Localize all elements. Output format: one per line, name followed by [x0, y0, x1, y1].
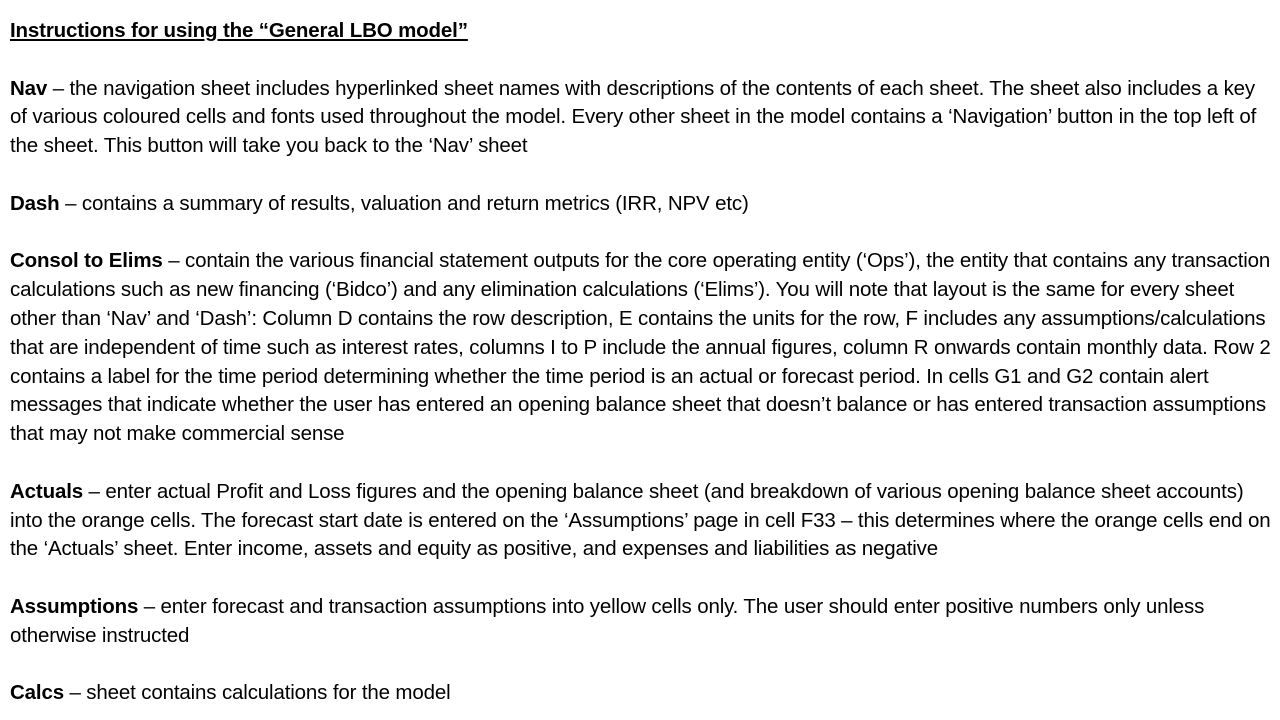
section-description: – contain the various financial statement outputs for the core operating entity (‘Ops’), the entity that contains any transaction calculations such as new financing (‘Bidco’) and any elimination calculations (‘Elims’). You will note that layout is the same for every sheet other than ‘Nav’ and ‘Dash’: Column D contains the row description, E contains the units for the row, F includes any assumptions/calculations that are independent of time such as interest rates, columns I to P include the annual figures, column R onwards contain monthly data. Row 2 contains a label for the time period determining whether the time period is an actual or forecast period. In cells G1 and G2 contain alert messages that indicate whether the user has entered an opening balance sheet that doesn’t balance or has entered transaction assumptions that may not make commercial sense	[10, 249, 1271, 446]
section-description: – enter forecast and transaction assumptions into yellow cells only. The user should enter positive numbers only unless otherwise instructed	[10, 594, 1205, 647]
section-term: Assumptions	[10, 594, 139, 618]
section-consol-to-elims	[10, 247, 1272, 449]
section-term: Actuals	[10, 479, 84, 503]
section-description: – sheet contains calculations for the model	[63, 681, 451, 705]
section-description: – enter actual Profit and Loss figures and the opening balance sheet (and breakdown of various opening balance sheet accounts) into the orange cells. The forecast start date is entered on the ‘Assumptions’ page in cell F33 – this determines where the orange cells end on the ‘Actuals’ sheet. Enter income, assets and equity as positive, and expenses and liabilities as negative	[10, 479, 1271, 561]
instructions-document	[10, 17, 1272, 708]
section-actuals	[10, 478, 1272, 564]
section-description: – contains a summary of results, valuation and return metrics (IRR, NPV etc)	[59, 191, 749, 215]
document-title: Instructions for using the “General LBO model”	[10, 19, 468, 42]
section-term: Calcs	[10, 681, 64, 705]
section-term: Nav	[10, 76, 48, 100]
section-dash	[10, 190, 1272, 219]
section-assumptions	[10, 593, 1272, 651]
section-description: – the navigation sheet includes hyperlinked sheet names with descriptions of the contents of each sheet. The sheet also includes a key of various coloured cells and fonts used throughout the model. Every other sheet in the model contains a ‘Navigation’ button in the top left of the sheet. This button will take you back to the ‘Nav’ sheet	[10, 76, 1257, 158]
section-term: Dash	[10, 191, 60, 215]
section-term: Consol to Elims	[10, 249, 163, 273]
section-nav	[10, 75, 1272, 161]
section-calcs	[10, 679, 1272, 708]
